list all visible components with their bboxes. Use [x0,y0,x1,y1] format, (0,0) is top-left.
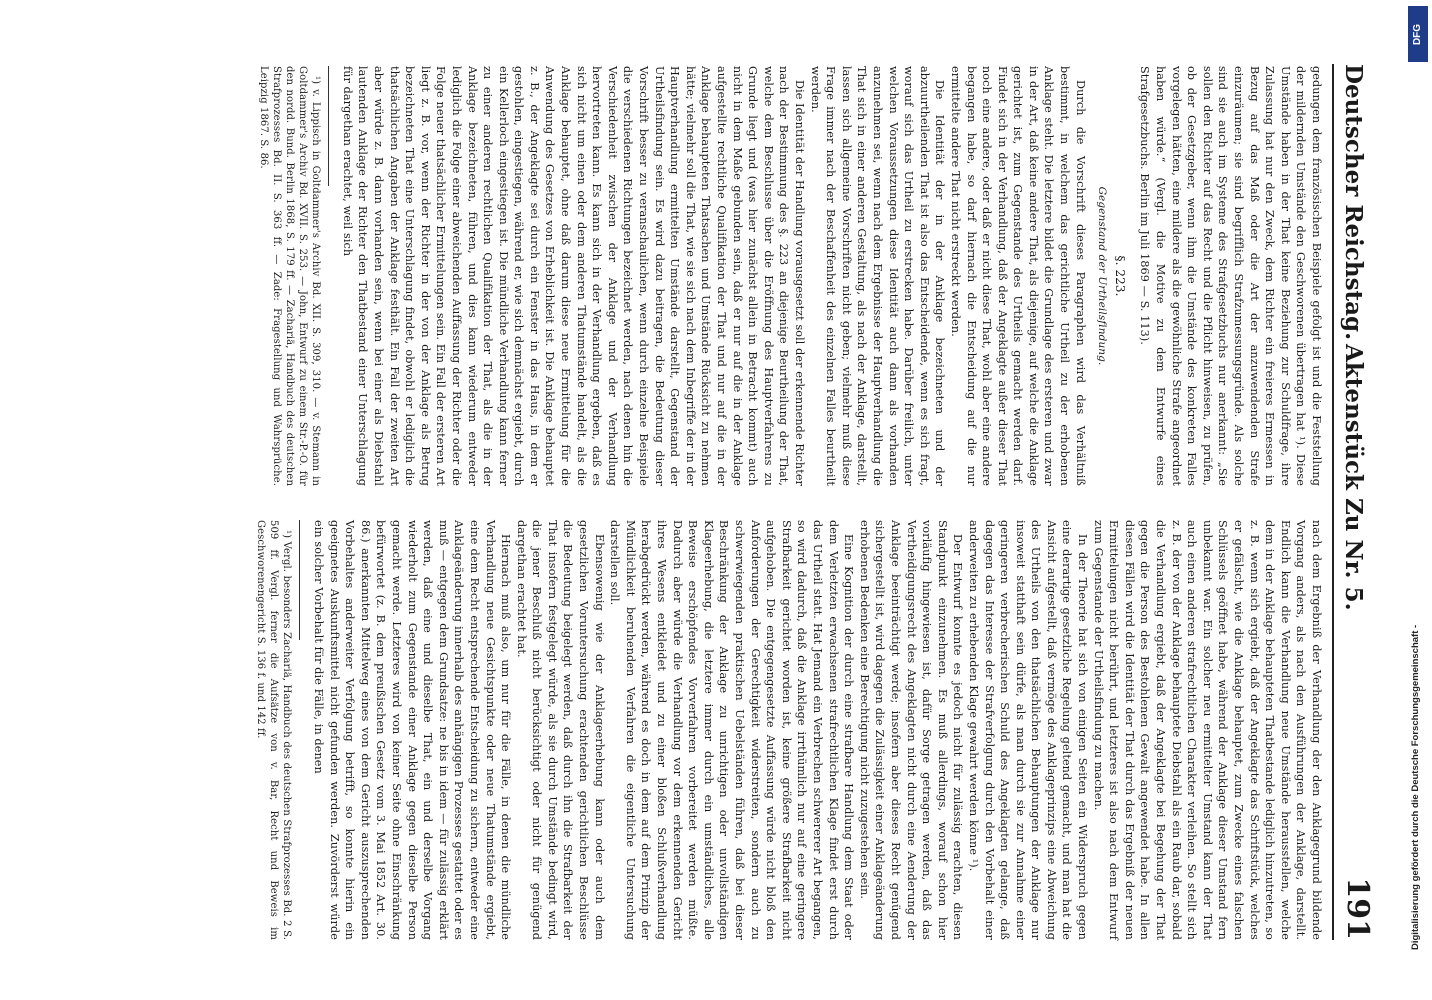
footnote-text: ¹) v. Lippisch in Goltdammer's Archiv Bd. XII. S. 309, 310. — v. Stemann in Goltdammer's Archiv Bd. XVII. S. 253. — John, Entwurf zu einem Str.-P.-O. für den nordd. Bund. Berlin 1868, S. 179 ff. — Zachariä, Handbuch des deutschen Strafprozesses Bd. II. S. 363 ff. — Zade: Fragestellung und Wahrsprüche. Leipzig 1867. S. 86. [258,66,322,486]
header-document-number: Aktenstück Zu Nr. 5. [1340,344,1367,611]
paragraph: gedungen dem französischen Beispiele gefolgt ist und die Feststellung der mildernden Umstände den Geschworenen übertragen hat ¹). Diese Umstände haben in der That keine Beziehung zur Schuldfrage, ihre Zulassung hat nur den Zweck, dem Richter ein freieres Ermessen in Bezug auf das Maß oder die Art der anzuwendenden Strafe einzuräumen; sie sind begrifflich Strafzumessungsgründe. Als solche sind sie auch im Systeme des Strafgesetzbuchs nur anerkannt: „Sie sollen den Richter auf das Recht und die Pflicht hinweisen, zu prüfen, ob der Gesetzgeber, wenn ihm die Umstände des konkreten Falles vorgelegen hätten, eine mildere als die gewöhnliche Strafe angeordnet haben würde.“ (Vergl. die Motive zu dem Entwurfe eines Strafgesetzbuchs. Berlin im Juli 1869 — S. 113). [1138,66,1323,486]
right-column [254,520,1324,940]
right-footnote [254,520,293,940]
left-column-body [1137,66,1324,486]
footnote-divider [299,520,300,640]
digitization-credit-text: Digitalisierung gefördert durch die Deutsche Forschungsgemeinschaft - [1410,624,1421,950]
footnote-text: ¹) Vergl. besonders Zachariä, Handbuch des deutschen Strafprozesses Bd. 2 S. 509 ff. Vergl. ferner die Aufsätze von v. Bar, Recht und Beweis im Geschworenengericht S. 136 f. und 142 ff. [255,520,293,940]
section-title: §. 223. [1112,255,1127,297]
paragraph: Durch die Vorschrift dieses Paragraphen wird das Verhältniß bestimmt, in welchem das gerichtliche Urtheil zu der erhobenen Anklage steht. Die letztere bildet die Grundlage des ersteren und zwar in der Art, daß keine andere That, als diejenige, auf welche die Anklage gerichtet ist, zum Gegenstande des Urtheils gemacht werden darf. Findet sich in der Verhandlung, daß der Angeklagte außer dieser That noch eine andere, oder daß er nicht diese That, wohl aber eine andere begangen habe, so darf hiernach die Entscheidung auf die nur ermittelte andere That nicht erstreckt werden. [948,66,1087,486]
footnote-divider [328,66,329,186]
paragraph: Der Entwurf konnte es jedoch nicht für zulässig erachten, diesen Standpunkt einzunehmen. Es muß allerdings, worauf schon hier vorläufig hingewiesen ist, dafür Sorge getragen werden, daß das Vertheidigungsrecht des Angeklagten nicht durch eine Aenderung der Anklage beeinträchtigt werde; insofern aber dieses Recht genügend sichergestellt ist, wird dagegen die Zulässigkeit einer Anklageänderung erhobenen Bedenken eine Berechtigung nicht zuzugestehen sein. [857,520,965,940]
digitization-credit [1408,220,1426,960]
section-body [339,66,1088,486]
left-footnote [257,66,322,486]
page-number: 191 [1340,877,1375,940]
header-publication: Deutscher Reichstag. [1340,64,1367,341]
paragraph: Die Identität der in der Anklage bezeichneten und der abzuurtheilenden That ist also das Entscheidende, wenn es sich fragt, worauf sich das Urtheil zu erstrecken habe. Darüber freilich, unter welchen Voraussetzungen diese Identität auch dann als vorhanden anzunehmen sei, wenn nach dem Ergebnisse der Hauptverhandlung die That sich in einer anderen Gestaltung, als nach der Anklage, darstellt, lassen sich allgemeine Vorschriften nicht geben; vielmehr muß diese Frage immer nach der Beschaffenheit des einzelnen Falles beurtheilt werden. [808,66,947,486]
section-subtitle: Gegenstand der Urtheilsfindung. [1096,186,1109,366]
paragraph: Ebensowenig wie der Anklageerhebung kann oder auch dem gesetzlichen Voruntersuchung erachtenden gerichtlichen Beschlüsse die Bedeutung beigelegt werden, daß durch ihn die Strafbarkeit der That insofern festgelegt würde, als sie durch Umstände bedingt wird, die jener Beschluß nicht berücksichtigt oder nicht für genügend dargethan erachtet hat. [514,520,606,940]
left-column [257,66,1324,486]
paragraph: In der Theorie hat sich von einigen Seiten ein Widerspruch gegen eine derartige gesetzliche Regelung geltend gemacht, und man hat die Ansicht aufgestellt, daß vermöge des Anklageprinzips eine Abweichung des Urtheils von den thatsächlichen Behauptungen der Anklage nur insoweit statthaft sein dürfe, als man durch sie zur Annahme einer geringeren verbrecherischen Schuld des Angeklagten gelange, daß dagegen das Interesse der Strafverfolgung durch den Vorbehalt einer anderweiten zu erhebenden Klage gewahrt werden könne ¹). [966,520,1090,940]
paragraph: Hiernach muß also, um nur für die Fälle, in denen die mündliche Verhandlung neue Gesichtspunkte oder neue Thatumstände ergiebt, eine dem Recht entsprechende Entscheidung zu sichern, entweder eine Anklageänderung innerhalb des anhängigen Prozesses gestattet oder es muß — entgegen dem Grundsatze: ne bis in idem — für zulässig erklärt werden, daß eine und dieselbe That, ein und derselbe Vorgang wiederholt zum Gegenstande einer Anklage gegen dieselbe Person gemacht werde. Letzteres wird von keiner Seite ohne Einschränkung befürwortet (z. B. dem preußischen Gesetz vom 3. Mai 1852 Art. 30. 86.) anerkannten Mittelweg eines von dem Gericht auszusprechenden Vorbehaltes anderweiter Verfolgung betrifft, so konnte hierin ein geeignetes Auskunftsmittel nicht gefunden werden. Zuvörderst würde ein solcher Vorbehalt für die Fälle, in denen [312,520,513,940]
dfg-logo [1408,6,1428,62]
paragraph: Eine Kognition der durch eine strafbare Handlung dem Staat oder dem Verletzten erwachsenen strafrechtlichen Klage findet erst durch das Urtheil statt. Hat Jemand ein Verbrechen schwererer Art begangen, so wird dadurch, daß die Anklage irrthümlich nur auf eine geringere Strafbarkeit gerichtet worden ist, keine größere Strafbarkeit nicht aufgehoben. Die entgegengesetzte Auffassung würde nicht bloß den Anforderungen der Gerechtigkeit widerstreiten, sondern auch zu schwerwiegenden praktischen Uebelständen führen, daß bei dieser Beschränkung der Anklage zu unrichtigen oder unvollständigen Klageerhebung, die letztere immer durch ein umständliches, alle Beweise erschöpfendes Vorverfahren vorbereitet werden müßte. Dadurch aber würde die Verhandlung vor dem erkennenden Gericht ihres Wesens entkleidet und zu einer bloßen Schlußverhandlung herabgedrückt werden, während es doch in dem auf dem Prinzip der Mündlichkeit beruhenden Verfahren die eigentliche Untersuchung darstellen soll. [608,520,856,940]
page-header [1332,64,1380,940]
paragraph: Die Identität der Handlung vorausgesetzt soll der erkennende Richter nach der Bestimmung des §. 223 an diejenige Beurtheilung der That, welche dem Beschlusse über die Eröffnung des Hauptverfahrens zu Grunde liegt und (was hier zunächst allein in Betracht kommt) auch nicht in dem Maße gebunden sein, daß er nur auf die in der Anklage aufgestellte rechtliche Qualifikation der That und nur auf die in der Anklage behaupteten Thatsachen und Umstände Rücksicht zu nehmen hätte; vielmehr soll die That, wie sie sich nach dem Inbegriffe der in der Hauptverhandlung ermittelten Umstände darstellt, Gegenstand der Urtheilsfindung sein. Es wird dazu beitragen, die Bedeutung dieser Vorschrift besser zu veranschaulichen, wenn durch einzelne Beispiele die verschiedenen Richtungen bezeichnet werden, nach denen hin die Verschiedenheit zwischen der Anklage und der Verhandlung hervortreten kann. Es kann sich in der Verhandlung ergeben, daß es sich nicht um einen oder dem anderen Thatumstände handelt, als die Anklage behauptet, ohne daß darum diese neue Ermittelung für die Anwendung des Gesetzes von Erheblichkeit ist. Die Anklage behauptet z. B., der Angeklagte sei durch ein Fenster in das Haus, in dem er gestohlen, eingestiegen, während er, wie sich demnächst ergiebt, durch ein Kellerloch eingestiegen ist. Die mündliche Verhandlung kann ferner zu einer anderen rechtlichen Qualifikation der That, als die in der Anklage bezeichneten, führen, und dies kann wiederum entweder lediglich die Folge einer abweichenden Auffassung der Richter oder die Folge neuer thatsächlicher Ermittelungen sein. Ein Fall der ersteren Art liegt z. B. vor, wenn der Richter in der von der Anklage als Betrug bezeichneten That eine Unterschlagung findet, obwohl er lediglich die thatsächlichen Angaben der Anklage festhält. Ein Fall der zweiten Art aber würde z. B. dann vorhanden sein, wenn bei einer als Diebstahl lautenden Anklage der Richter den Thatbestand einer Unterschlagung für dargethan erachtet, weil sich [340,66,806,486]
paragraph: nach dem Ergebniß der Verhandlung der den Anklagegrund bildende Vorgang anders, als nach den Ausführungen der Anklage, darstellt. Endlich kann die Verhandlung neue Umstände herausstellen, welche dem in der Anklage behaupteten Thatbestande lediglich hinzutreten, so z. B. wenn sich ergiebt, daß der Angeklagte das Schriftstück, welches er gefälscht, wie die Anklage behauptet, zum Zwecke eines falschen Schlüssels geöffnet habe, während der Anklage dieser Umstand fern unbekannt war. Ein solcher neu ermittelter Umstand kann der That auch einen anderen strafrechtlichen Charakter verleihen. So stellt sich z. B. der von der Anklage behauptete Diebstahl als ein Raub dar, sobald die Verhandlung ergiebt, daß der Angeklagte bei Begehung der That gegen die Person des Bestohlenen Gewalt angewendet habe. In allen diesen Fällen wird die Identität der That durch das Ergebniß der neuen Ermittelungen nicht berührt, und letzteres ist also nach dem Entwurf zum Gegenstande der Urtheilsfindung zu machen. [1091,520,1323,940]
right-column-body [310,520,1324,940]
dfg-badge-text: DFG [1412,23,1424,45]
